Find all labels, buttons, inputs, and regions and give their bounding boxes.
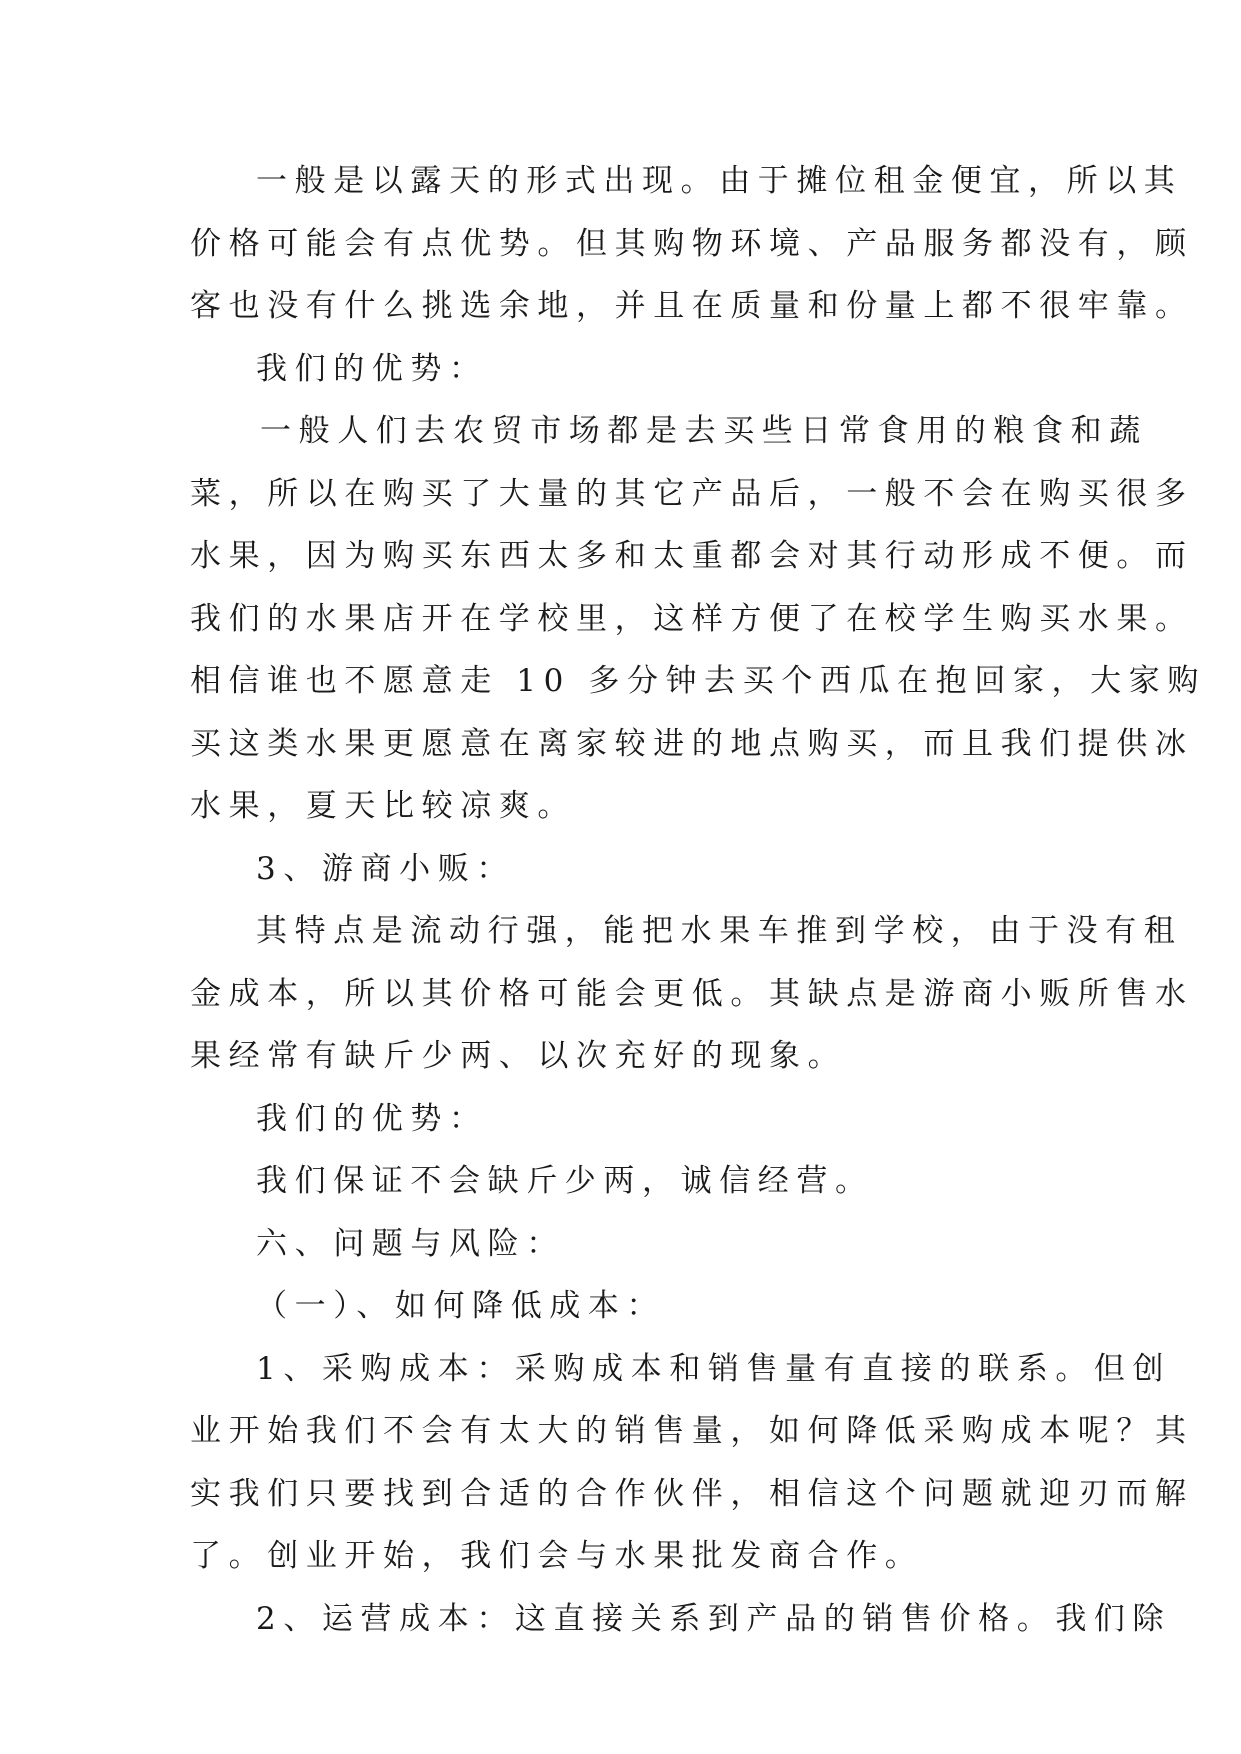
body-text [190,150,1206,1650]
paragraph-line: 1、采购成本：采购成本和销售量有直接的联系。但创 [256,1350,1172,1387]
paragraph-line: 一般是以露天的形式出现。由于摊位租金便宜，所以其 [256,163,1183,199]
paragraph-line: 价格可能会有点优势。但其购物环境、产品服务都没有，顾 [190,225,1194,262]
paragraph-line: 相信谁也不愿意走 10 多分钟去买个西瓜在抱回家，大家购 [190,663,1206,699]
section-label: 我们的优势： [256,350,488,387]
paragraph-line: 了。创业开始，我们会与水果批发商合作。 [190,1538,924,1574]
paragraph-line: 水果，夏天比较凉爽。 [190,788,576,824]
paragraph-line: 我们保证不会缺斤少两，诚信经营。 [256,1163,874,1199]
paragraph-line: 实我们只要找到合适的合作伙伴，相信这个问题就迎刃而解 [190,1475,1194,1512]
paragraph-line: 其特点是流动行强，能把水果车推到学校，由于没有租 [256,913,1183,949]
paragraph-line: 菜，所以在购买了大量的其它产品后，一般不会在购买很多 [190,475,1194,512]
paragraph-line: 客也没有什么挑选余地，并且在质量和份量上都不很牢靠。 [190,288,1194,324]
section-heading: 3、游商小贩： [256,850,515,887]
paragraph-line: 水果，因为购买东西太多和太重都会对其行动形成不便。而 [190,538,1194,574]
section-heading: 六、问题与风险： [256,1225,565,1262]
subsection-heading: （一）、如何降低成本： [256,1288,666,1324]
paragraph-line: 买这类水果更愿意在离家较进的地点购买，而且我们提供冰 [190,725,1194,762]
paragraph-line: 我们的水果店开在学校里，这样方便了在校学生购买水果。 [190,600,1194,637]
paragraph-line: 业开始我们不会有太大的销售量，如何降低采购成本呢？其 [190,1413,1194,1449]
paragraph-line: 一般人们去农贸市场都是去买些日常食用的粮食和蔬 [260,413,1148,449]
paragraph-line: 2、运营成本：这直接关系到产品的销售价格。我们除 [256,1600,1172,1637]
paragraph-line: 果经常有缺斤少两、以次充好的现象。 [190,1038,847,1074]
section-label: 我们的优势： [256,1100,488,1137]
paragraph-line: 金成本，所以其价格可能会更低。其缺点是游商小贩所售水 [190,975,1194,1012]
